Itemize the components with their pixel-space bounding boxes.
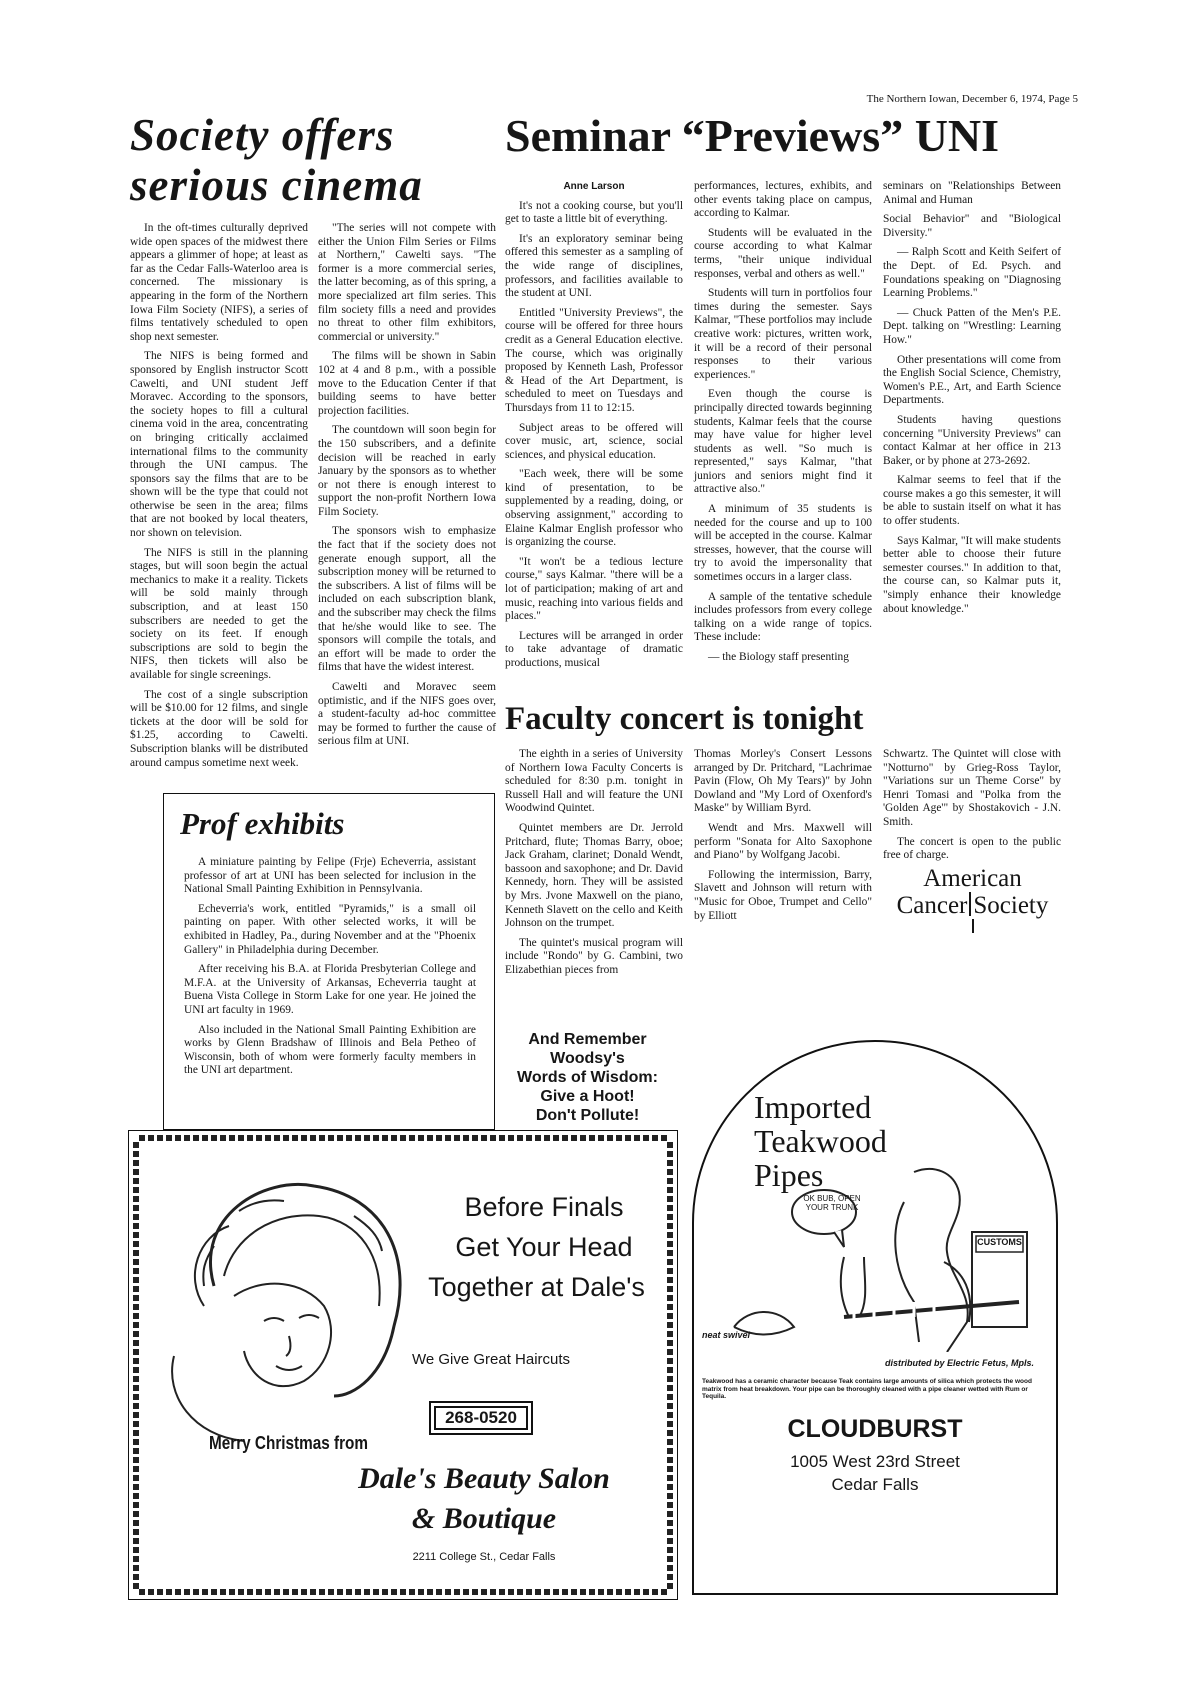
seminar-headline: Seminar “Previews” UNI — [505, 110, 1000, 161]
dales-ad — [128, 1130, 678, 1600]
masthead: The Northern Iowan, December 6, 1974, Page 5 — [866, 93, 1078, 105]
ad-border-bottom — [139, 1589, 667, 1595]
seminar-paragraph: A minimum of 35 students is needed for the course and up to 100 will be accepted in the course. Kalmar stresses, however, that the course will try to avoid the impersonality that sometimes occurs in a larger class. — [694, 503, 872, 584]
seminar-paragraph: — Chuck Patten of the Men's P.E. Dept. talking on "Wrestling: Learning How." — [883, 306, 1061, 346]
woodsy-line: Words of Wisdom: — [517, 1069, 658, 1086]
cloudburst-address-1: 1005 West 23rd Street — [790, 1452, 960, 1471]
pipes-title-3: Pipes — [754, 1157, 824, 1193]
prof-body — [184, 856, 476, 1084]
seminar-paragraph: Students will be evaluated in the course according to what Kalmar terms, "their unique individual responses, verbal and others as well." — [694, 226, 872, 280]
cancer-society-line2 — [880, 892, 1065, 919]
society-paragraph: The countdown will soon begin for the 150 subscribers, and a definite decision will be reached in early January by the sponsors as to whether or not there is enough interest to support the non-profit Northern Iowa Film Society. — [318, 424, 496, 518]
dales-name-line1: Dale's Beauty Salon — [358, 1462, 610, 1495]
seminar-byline: Anne Larson — [563, 181, 625, 192]
woodsy-line: Give a Hoot! — [540, 1088, 635, 1105]
woman-portrait-illustration — [154, 1156, 454, 1456]
dales-tagline-2: Get Your Head — [455, 1232, 633, 1262]
prof-exhibits-box — [163, 793, 495, 1130]
prof-headline: Prof exhibits — [180, 806, 345, 841]
pipes-customs-sign: CUSTOMS — [977, 1237, 1022, 1247]
prof-paragraph: Also included in the National Small Painting Exhibition are works by Glenn Bradshaw of Illinois and Bela Petheo of Wisconsin, both of whom were formerly faculty members in the UNI art department. — [184, 1023, 476, 1077]
concert-paragraph: The concert is open to the public free of charge. — [883, 835, 1061, 862]
seminar-paragraph: "Each week, there will be some kind of presentation, to be supplemented by a reading, doing, or observing assignment," according to Elaine Kalmar English professor who is organizing the course. — [505, 468, 683, 549]
concert-headline: Faculty concert is tonight — [505, 701, 864, 737]
society-paragraph: The NIFS is being formed and sponsored by English instructor Scott Cawelti, and UNI student Jeff Moravec. According to the sponsors, the society hopes to fill a cultural cinema void in the area, concentrating on bringing critically acclaimed international films to the community through the UNI campus. The sponsors say the films that are to be shown will be the type that could not otherwise be seen in the area; films that are not booked by local theaters, nor shown on television. — [130, 350, 308, 540]
ad-border-left — [133, 1141, 139, 1589]
concert-column-3 — [883, 748, 1061, 869]
cancer-society-divider — [969, 892, 971, 916]
seminar-paragraph: It's not a cooking course, but you'll get to taste a little bit of everything. — [505, 199, 683, 226]
seminar-paragraph: seminars on "Relationships Between Animal and Human — [883, 180, 1061, 206]
pipes-distributed-by: distributed by Electric Fetus, Mpls. — [884, 1358, 1034, 1368]
seminar-paragraph: Social Behavior" and "Biological Diversity." — [883, 213, 1061, 239]
pipes-title-2: Teakwood — [754, 1123, 887, 1159]
society-paragraph: The films will be shown in Sabin 102 at 4 and 8 p.m., with a possible move to the Education Center if that building seems to have better projection facilities. — [318, 350, 496, 417]
seminar-paragraph: Entitled "University Previews", the course will be offered for three hours credit as a General Education elective. The course, which was originally proposed by Kenneth Lash, Professor & Head of the Art Department, is scheduled to meet on Tuesdays and Thursdays from 11 to 12:15. — [505, 306, 683, 414]
concert-paragraph: Schwartz. The Quintet will close with "Notturno" by Grieg-Ross Taylor, "Variations sur un Theme Corse" by Henri Tomasi and "Polka from the 'Golden Age'" by Shostakovich - J.N. Smith. — [883, 748, 1061, 828]
camel-customs-illustration — [714, 1162, 1044, 1352]
concert-paragraph: Wendt and Mrs. Maxwell will perform "Sonata for Alto Saxophone and Piano" by Wolfgang Jacobi. — [694, 821, 872, 862]
prof-paragraph: Echeverria's work, entitled "Pyramids," is a small oil painting on paper. With other selected works, it will be exhibited in Hadley, Pa., during November and at the "Phoenix Gallery" in Philadelphia during December. — [184, 902, 476, 956]
seminar-paragraph: Lectures will be arranged in order to take advantage of dramatic productions, musical — [505, 629, 683, 669]
pipes-ad — [692, 1040, 1058, 1595]
concert-paragraph: The quintet's musical program will include "Rondo" by G. Cambini, two Elizabethian pieces from — [505, 936, 683, 976]
concert-paragraph: Quintet members are Dr. Jerrold Pritchard, flute; Thomas Barry, oboe; Jack Graham, clarinet; Donald Wendt, bassoon and saxophone; and Dr. David Kennedy, horn. They will be assisted by Mrs. Jvone Maxwell on the piano, Kenneth Slavett on the cello and Keith Johnson on the trumpet. — [505, 821, 683, 930]
society-headline-line2: serious cinema — [130, 160, 423, 210]
dales-haircuts: We Give Great Haircuts — [411, 1351, 571, 1368]
seminar-paragraph: Kalmar seems to feel that if the course makes a go this semester, it will be able to sustain itself on what it has to offer students. — [883, 474, 1061, 528]
seminar-paragraph: — Ralph Scott and Keith Seifert of the Dept. of Ed. Psych. and Foundations speaking on "Diagnosing Learning Problems." — [883, 246, 1061, 300]
society-headline-line1: Society offers — [130, 110, 395, 160]
cancer-society-word-society: Society — [973, 892, 1049, 919]
seminar-column-1 — [505, 180, 683, 677]
seminar-column-2 — [694, 180, 872, 671]
sword-icon — [972, 919, 974, 933]
seminar-paragraph: It's an exploratory seminar being offered this semester as a sampling of the wide range of disciplines, professors, and facilities available to the student at UNI. — [505, 232, 683, 300]
cloudburst-address-2: Cedar Falls — [831, 1475, 919, 1494]
cancer-society-word-cancer: Cancer — [896, 892, 968, 919]
concert-paragraph: Thomas Morley's Consert Lessons arranged by Dr. Pritchard, "Lachrimae Pavin (Flow, Oh My Tears)" by John Dowland and "My Lord of Oxenford's Maske" by William Byrd. — [694, 748, 872, 815]
society-column-2 — [318, 222, 496, 755]
seminar-paragraph: performances, lectures, exhibits, and other events taking place on campus, according to Kalmar. — [694, 180, 872, 220]
society-paragraph: Cawelti and Moravec seem optimistic, and if the NIFS goes over, a student-faculty ad-hoc committee may be formed to further the cause of serious film at UNI. — [318, 681, 496, 748]
ad-border-top — [139, 1135, 667, 1141]
pipes-title-1: Imported — [754, 1089, 872, 1125]
seminar-paragraph: Even though the course is principally directed towards beginning students, Kalmar feels that the course may have value for higher level students as well. "So much is represented," says Kalmar, "that juniors and seniors might find it attractive also." — [694, 388, 872, 496]
woodsy-message — [505, 1030, 670, 1125]
dales-merry-christmas: Merry Christmas from — [209, 1433, 369, 1453]
society-paragraph: The NIFS is still in the planning stages, but will soon begin the actual mechanics to make it a reality. Tickets will be sold mainly through subscription, and at least 150 subscribers are needed to get the society on its feet. If enough subscriptions are sold to begin the NIFS, then tickets will also be available for single screenings. — [130, 546, 308, 681]
dales-tagline-1: Before Finals — [464, 1192, 624, 1222]
dales-name-line2: & Boutique — [411, 1502, 557, 1535]
ad-border-right — [667, 1141, 673, 1589]
society-paragraph: The sponsors wish to emphasize the fact that if the society does not generate enough support, all the subscription money will be returned to the subscribers. A list of films will be included on each subscription blank, and the subscriber may check the films that he/she would like to see. The sponsors will compile the totals, and an effort will be made to order the films that have the widest interest. — [318, 525, 496, 674]
woodsy-line: And Remember — [528, 1031, 647, 1048]
seminar-paragraph: Students having questions concerning "University Previews" can contact Kalmar at her office in 213 Baker, or by phone at 273-2692. — [883, 413, 1061, 467]
seminar-paragraph: A sample of the tentative schedule includes professors from every college talking on a wide range of topics. These include: — [694, 590, 872, 644]
society-paragraph: In the oft-times culturally deprived wide open spaces of the midwest there appears a glimmer of hope; at least as far as the Cedar Falls-Waterloo area is concerned. The missionary is appearing in the form of the Northern Iowa Film Society (NIFS), a series of films tentatively scheduled to open shop next semester. — [130, 222, 308, 343]
pipes-speech-bubble: OK BUB, OPEN YOUR TRUNK — [803, 1194, 861, 1212]
society-column-1 — [130, 222, 308, 776]
concert-paragraph: Following the intermission, Barry, Slavett and Johnson will return with "Music for Oboe, Trumpet and Cello" by Elliott — [694, 868, 872, 922]
seminar-paragraph: Subject areas to be offered will cover music, art, science, social sciences, and physical education. — [505, 421, 683, 461]
seminar-column-3 — [883, 180, 1061, 622]
seminar-paragraph: — the Biology staff presenting — [708, 651, 849, 663]
woodsy-line: Don't Pollute! — [535, 1107, 640, 1124]
cancer-society-line1: American — [923, 865, 1022, 892]
woodsy-line: Woodsy's — [550, 1050, 625, 1067]
seminar-paragraph: Students will turn in portfolios four times during the semester. Says Kalmar, "These portfolios may include creative work: pictures, written work, it will be a record of their personal responses to their various experiences." — [694, 287, 872, 381]
seminar-paragraph: Other presentations will come from the English Social Science, Chemistry, Women's P.E., Art, and Earth Science Departments. — [883, 353, 1061, 407]
society-paragraph: "The series will not compete with either the Union Film Series or Films at Northern," Cawelti says. "The former is a more commercial series, the latter becoming, as of this spring, a more specialized art film series. This film society fills a need and provides no threat to other film exhibitors, commercial or university." — [318, 222, 496, 343]
dales-tagline-3: Together at Dale's — [428, 1272, 645, 1302]
prof-paragraph: After receiving his B.A. at Florida Presbyterian College and M.F.A. at the University of Arkansas, Echeverria taught at Buena Vista College in Storm Lake for one year. He joined the UNI art faculty in 1969. — [184, 963, 476, 1016]
prof-paragraph: A miniature painting by Felipe (Frje) Echeverria, assistant professor of art at UNI has been selected for inclusion in the National Small Painting Exhibition in Pennsylvania. — [184, 856, 476, 896]
society-paragraph: The cost of a single subscription will be $10.00 for 12 films, and single tickets at the door will be sold for $1.25, according to Cawelti. Subscription blanks will be distributed around campus sometime next week. — [130, 688, 308, 769]
pipes-fine-print: Teakwood has a ceramic character because Teak contains large amounts of silica which protects the wood matrix from heat breakdown. Your pipe can be thoroughly cleaned with a pipe cleaner wetted with Rum or Tequila. — [702, 1378, 1032, 1400]
concert-column-1 — [505, 748, 683, 984]
dales-address: 2211 College St., Cedar Falls — [412, 1551, 556, 1563]
seminar-paragraph: Says Kalmar, "It will make students better able to choose their future semester courses." In addition to that, the course can, so Kalmar puts it, "simply enhance their knowledge about knowledge." — [883, 534, 1061, 615]
concert-paragraph: The eighth in a series of University of Northern Iowa Faculty Concerts is scheduled for 8:30 p.m. tonight in Russell Hall and will feature the UNI Woodwind Quintet. — [505, 748, 683, 815]
dales-phone: 268-0520 — [429, 1401, 533, 1435]
seminar-paragraph: "It won't be a tedious lecture course," says Kalmar. "there will be a lot of participation; making of art and music, reaching into various fields and places." — [505, 555, 683, 623]
pipes-neat-swivel: neat swivel — [702, 1330, 751, 1340]
concert-column-2 — [694, 748, 872, 929]
american-cancer-society-logo — [880, 865, 1065, 933]
cloudburst-store-name: CLOUDBURST — [787, 1415, 963, 1443]
